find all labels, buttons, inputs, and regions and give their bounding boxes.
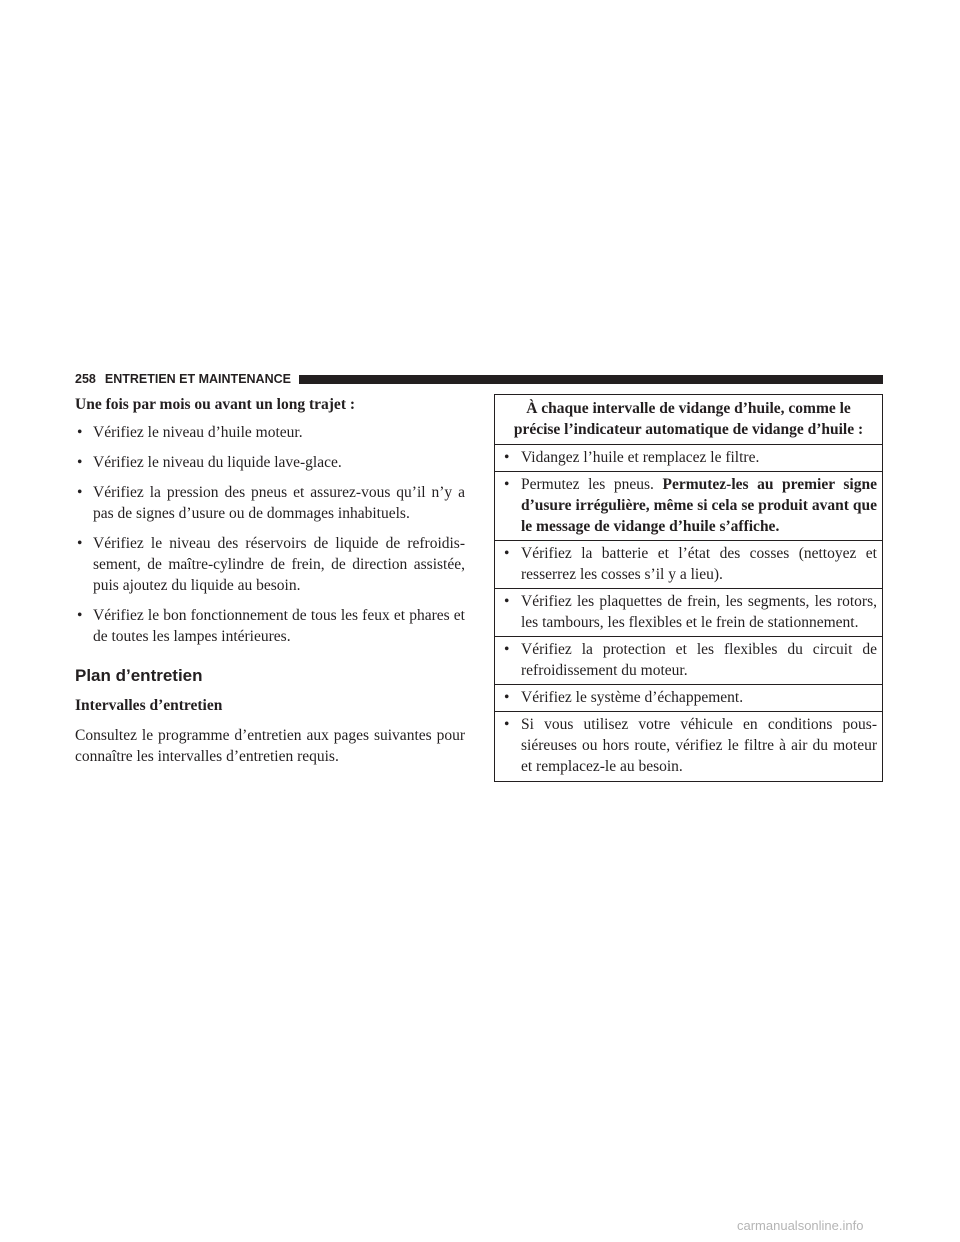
row-text: Vérifiez la protection et les flexibles du circuit de refroidissement du moteur. [521,641,877,679]
row-text: Vidangez l’huile et remplacez le filtre. [521,449,760,466]
intro-paragraph: Consultez le programme d’entretien aux pages suivantes pour connaître les intervalles d’entretien requis. [75,727,465,765]
list-item: • Vérifiez la pression des pneus et assurez-vous qu’il n’y a pas de signes d’usure ou de dommages inhabituels. [75,482,465,524]
table-row [495,712,882,781]
oil-change-table [494,394,883,782]
subheading: Intervalles d’entretien [75,697,223,714]
row-emphasis: Permutez-les au premier signe d’usure irrégulière, même si cela se produit avant que le message de vidange d’huile s’affiche. [521,476,877,535]
table-heading: À chaque intervalle de vidange d’huile, comme le précise l’indicateur automatique de vidange d’huile : [495,395,882,445]
list-item: • Vérifiez le niveau des réservoirs de liquide de refroidis-sement, de maître-cylindre de frein, de direction assistée, puis ajoutez du liquide au besoin. [75,533,465,596]
section-heading: Plan d’entretien [75,666,203,685]
left-column [75,394,465,767]
watermark: carmanualsonline.info [737,1218,864,1233]
list-item: • Vérifiez le niveau d’huile moteur. [75,422,465,443]
row-text: Vérifiez le système d’échappement. [521,689,744,706]
table-row [495,685,882,712]
row-text: Si vous utilisez votre véhicule en conditions pous-siéreuses ou hors route, vérifiez le filtre à air du moteur et remplacez-le au besoin. [521,716,877,775]
table-row [495,589,882,637]
section-title: ENTRETIEN ET MAINTENANCE [104,372,291,386]
row-text: Permutez les pneus. [521,476,654,493]
table-row [495,472,882,541]
page-number: 258 [75,372,96,386]
list-item: • Vérifiez le niveau du liquide lave-glace. [75,452,465,473]
list-item: • Vérifiez le bon fonctionnement de tous les feux et phares et de toutes les lampes intérieures. [75,605,465,647]
table-row [495,637,882,685]
page-header [75,370,883,388]
monthly-check-list [75,422,465,647]
table-row [495,445,882,472]
header-rule [299,375,883,384]
row-text: Vérifiez la batterie et l’état des cosses (nettoyez et resserrez les cosses s’il y a lieu). [521,545,877,583]
monthly-check-lead: Une fois par mois ou avant un long trajet : [75,396,356,413]
table-row [495,541,882,589]
row-text: Vérifiez les plaquettes de frein, les segments, les rotors, les tambours, les flexibles et le frein de stationnement. [521,593,877,631]
